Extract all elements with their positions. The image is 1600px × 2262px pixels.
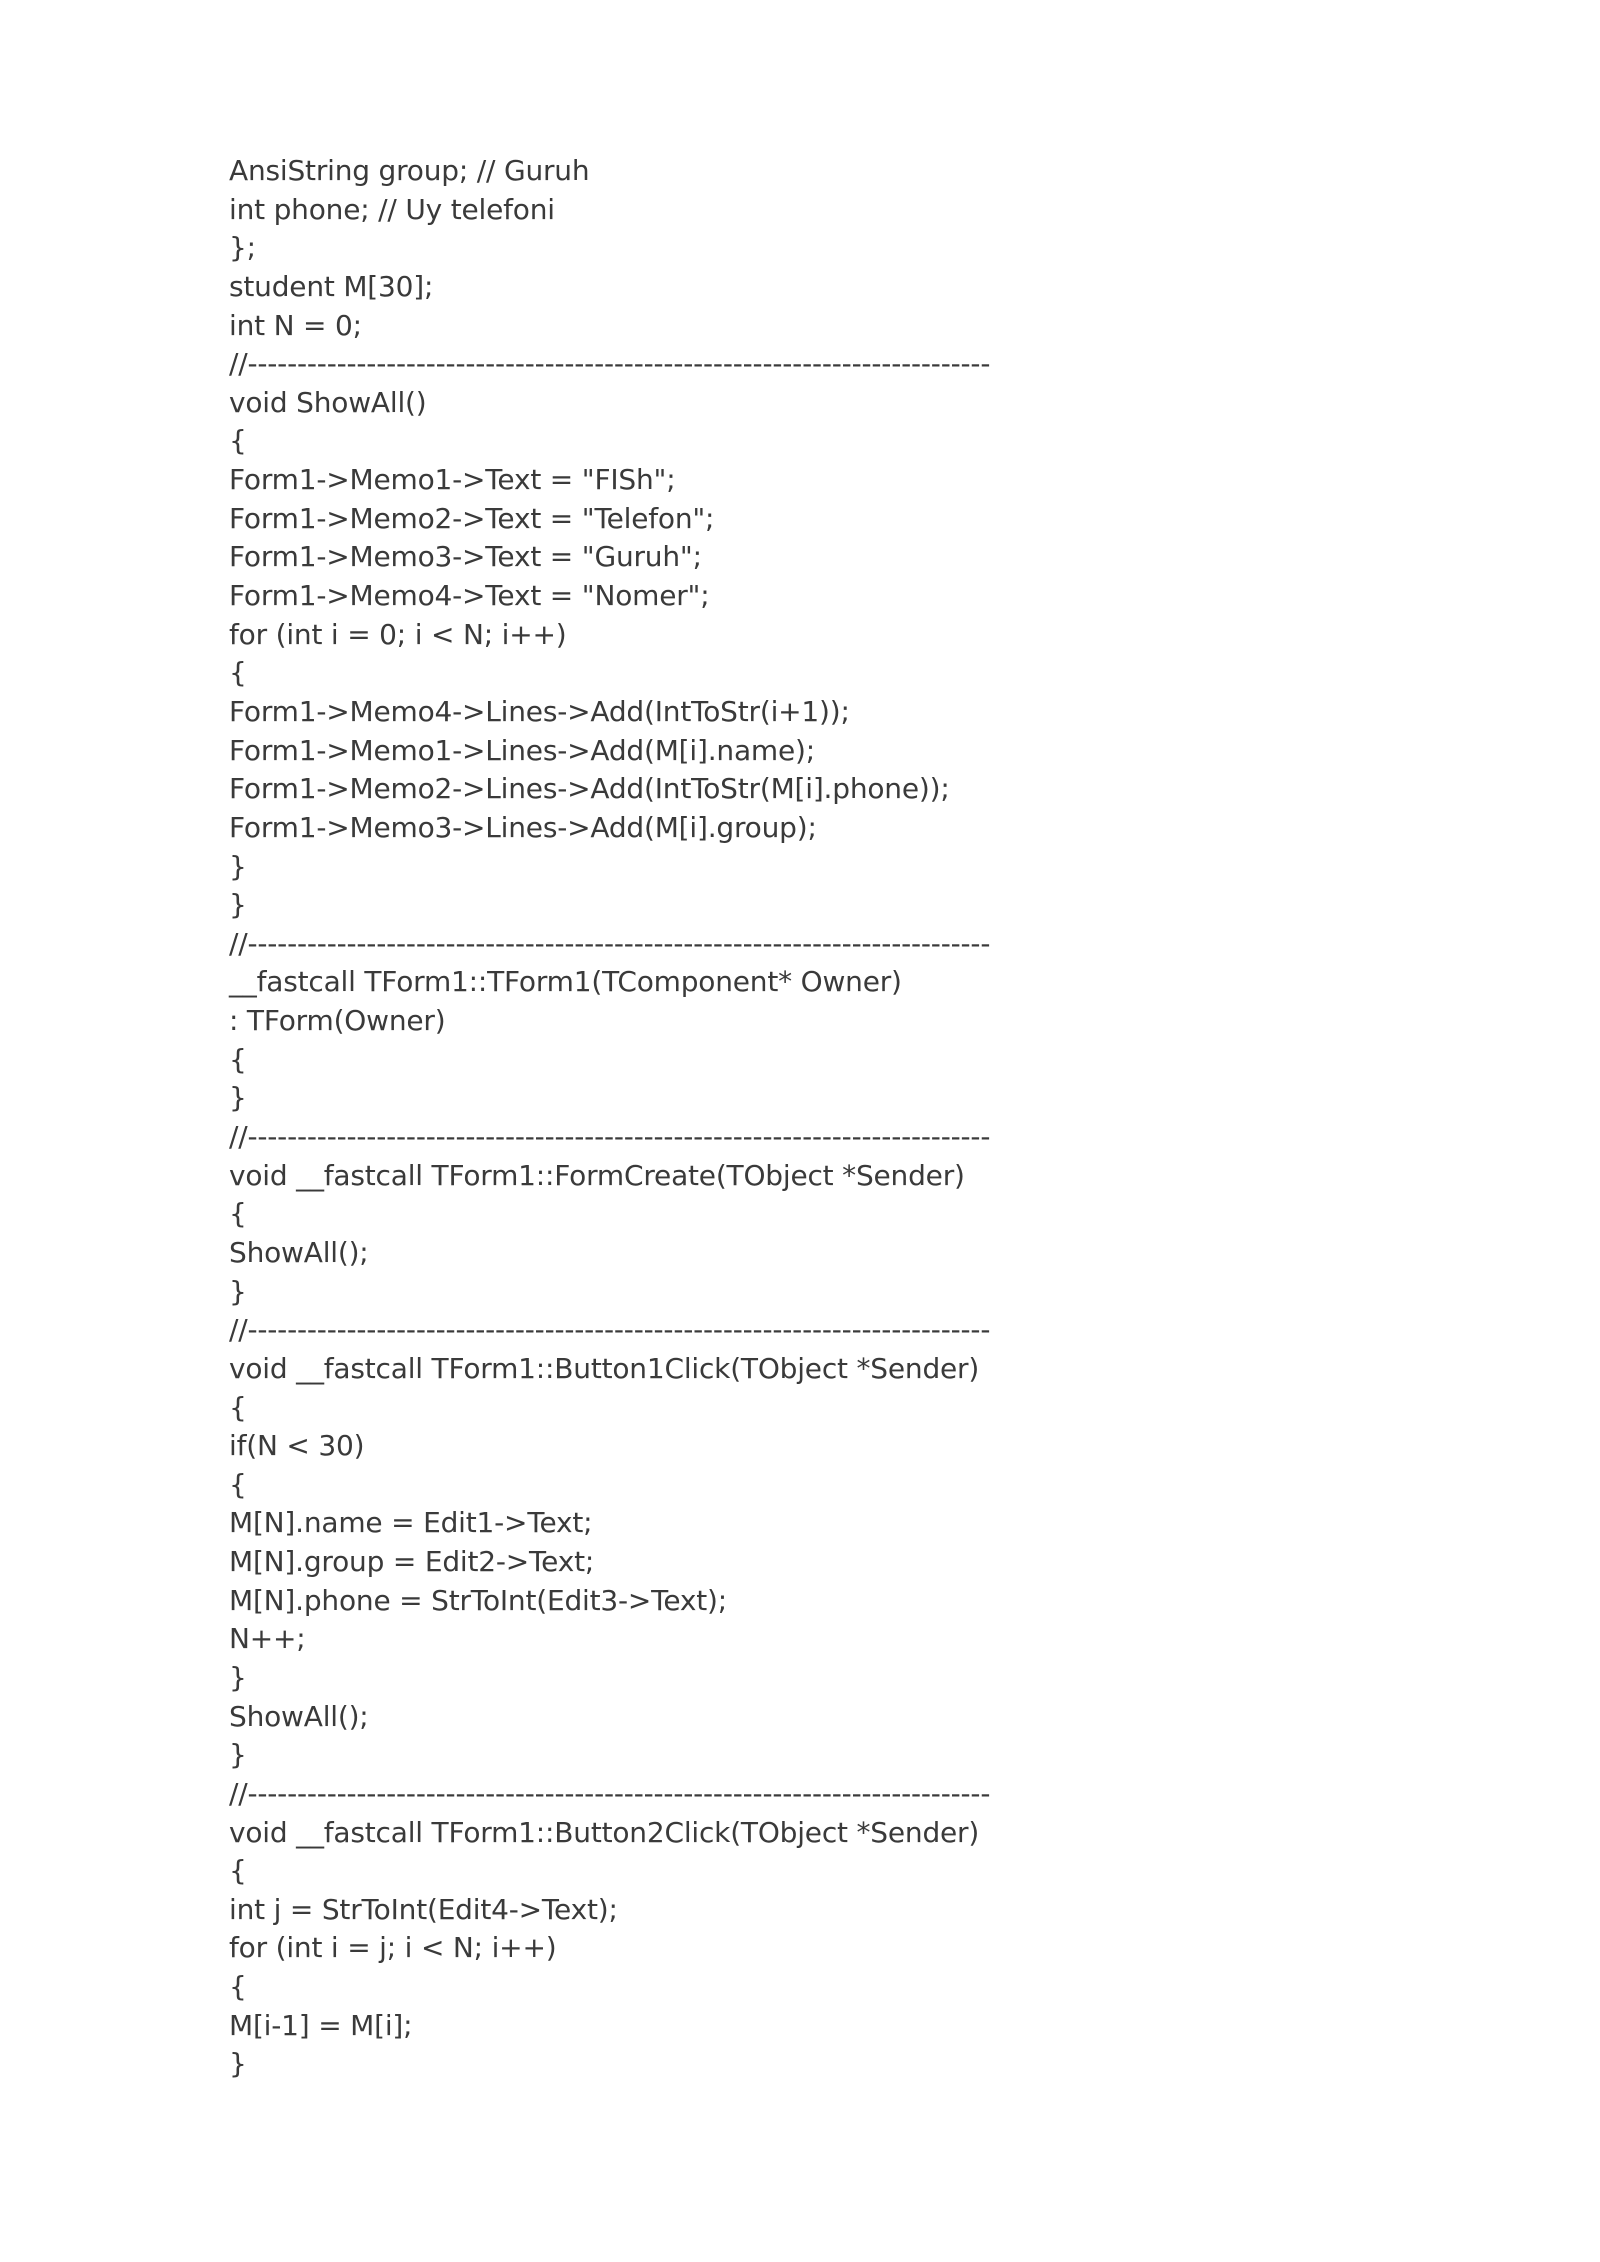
code-line: } [229, 1660, 247, 1694]
code-line: { [229, 1197, 247, 1231]
code-line: M[N].name = Edit1->Text; [229, 1506, 593, 1540]
code-line: void ShowAll() [229, 385, 427, 419]
code-line: } [229, 1274, 247, 1308]
code-line: //--------------------------------------------------------------------------- [229, 1120, 991, 1154]
code-line: M[N].group = Edit2->Text; [229, 1545, 595, 1579]
code-line: { [229, 1390, 247, 1424]
code-line: student M[30]; [229, 269, 434, 303]
code-line: void __fastcall TForm1::FormCreate(TObject *Sender) [229, 1158, 965, 1192]
code-line: Form1->Memo3->Text = "Guruh"; [229, 540, 702, 574]
code-line: { [229, 424, 247, 458]
code-line: for (int i = 0; i < N; i++) [229, 617, 567, 651]
code-line: int N = 0; [229, 308, 362, 342]
code-line: } [229, 2047, 247, 2081]
code-line: ShowAll(); [229, 1235, 369, 1269]
code-line: void __fastcall TForm1::Button1Click(TObject *Sender) [229, 1351, 980, 1385]
code-line: Form1->Memo1->Text = "FISh"; [229, 463, 676, 497]
code-line: ShowAll(); [229, 1699, 369, 1733]
code-line: M[i-1] = M[i]; [229, 2008, 413, 2042]
code-line: if(N < 30) [229, 1429, 365, 1463]
code-line: { [229, 1467, 247, 1501]
code-line: { [229, 1854, 247, 1888]
code-line: } [229, 1081, 247, 1115]
code-line: { [229, 1042, 247, 1076]
code-line: void __fastcall TForm1::Button2Click(TObject *Sender) [229, 1815, 980, 1849]
code-line: //--------------------------------------------------------------------------- [229, 926, 991, 960]
code-line: //--------------------------------------------------------------------------- [229, 347, 991, 381]
code-line: AnsiString group; // Guruh [229, 154, 590, 187]
code-line: N++; [229, 1622, 306, 1656]
code-line: //--------------------------------------------------------------------------- [229, 1313, 991, 1347]
code-line: { [229, 1970, 247, 2004]
code-line: __fastcall TForm1::TForm1(TComponent* Owner) [229, 965, 902, 999]
code-line: Form1->Memo4->Text = "Nomer"; [229, 579, 710, 613]
code-line: } [229, 1738, 247, 1772]
code-line: M[N].phone = StrToInt(Edit3->Text); [229, 1583, 727, 1617]
code-line: Form1->Memo4->Lines->Add(IntToStr(i+1)); [229, 694, 850, 728]
code-line: } [229, 849, 247, 883]
code-line: } [229, 888, 247, 922]
code-line: Form1->Memo1->Lines->Add(M[i].name); [229, 733, 815, 767]
code-listing [229, 152, 990, 2084]
code-line: Form1->Memo2->Lines->Add(IntToStr(M[i].phone)); [229, 772, 950, 806]
code-line: { [229, 656, 247, 690]
code-line: }; [229, 231, 256, 265]
code-line: int phone; // Uy telefoni [229, 192, 555, 226]
code-line: : TForm(Owner) [229, 1004, 446, 1038]
code-line: Form1->Memo2->Text = "Telefon"; [229, 501, 715, 535]
code-line: for (int i = j; i < N; i++) [229, 1931, 557, 1965]
code-line: Form1->Memo3->Lines->Add(M[i].group); [229, 810, 817, 844]
code-line: //--------------------------------------------------------------------------- [229, 1776, 991, 1810]
code-line: int j = StrToInt(Edit4->Text); [229, 1892, 618, 1926]
